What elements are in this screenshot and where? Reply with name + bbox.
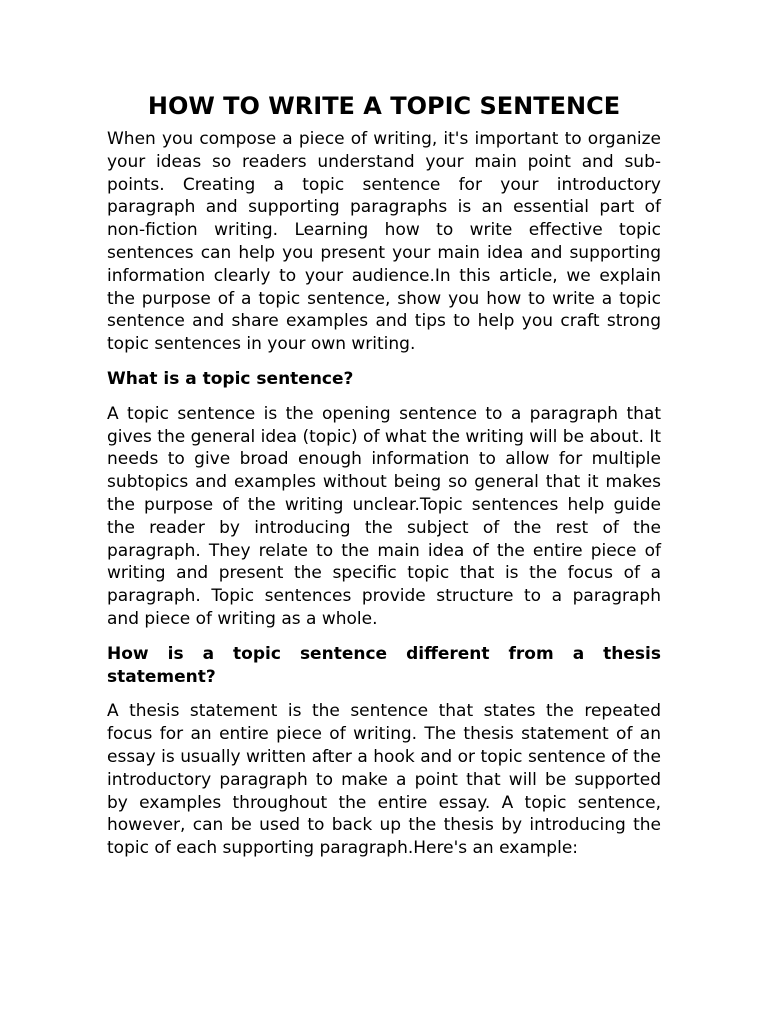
intro-paragraph: When you compose a piece of writing, it's important to organize your ideas so readers understand your main point and sub-points. Creating a topic sentence for your introductory paragraph and supporting paragraphs is an essential part of non-fiction writing. Learning how to write effective topic sentences can help you present your main idea and supporting information clearly to your audience.In this article, we explain the purpose of a topic sentence, show you how to write a topic sentence and share examples and tips to help you craft strong topic sentences in your own writing. (107, 129, 661, 355)
thesis-paragraph: A thesis statement is the sentence that states the repeated focus for an entire piece of writing. The thesis statement of an essay is usually written after a hook and or topic sentence of the introductory paragraph to make a point that will be supported by examples throughout the entire essay. A topic sentence, however, can be used to back up the thesis by introducing the topic of each supporting paragraph.Here's an example: (107, 701, 661, 859)
document-title: HOW TO WRITE A TOPIC SENTENCE (147, 92, 621, 120)
section-heading-difference: How is a topic sentence different from a thesis statement? (107, 643, 661, 687)
section-heading-what-is: What is a topic sentence? (107, 368, 354, 389)
definition-paragraph: A topic sentence is the opening sentence to a paragraph that gives the general idea (topic) of what the writing will be about. It needs to give broad enough information to allow for multiple subtopics and examples without being so general that it makes the purpose of the writing unclear.Topic sentences help guide the reader by introducing the subject of the rest of the paragraph. They relate to the main idea of the entire piece of writing and present the specific topic that is the focus of a paragraph. Topic sentences provide structure to a paragraph and piece of writing as a whole. (107, 403, 661, 629)
document-page (107, 88, 661, 872)
